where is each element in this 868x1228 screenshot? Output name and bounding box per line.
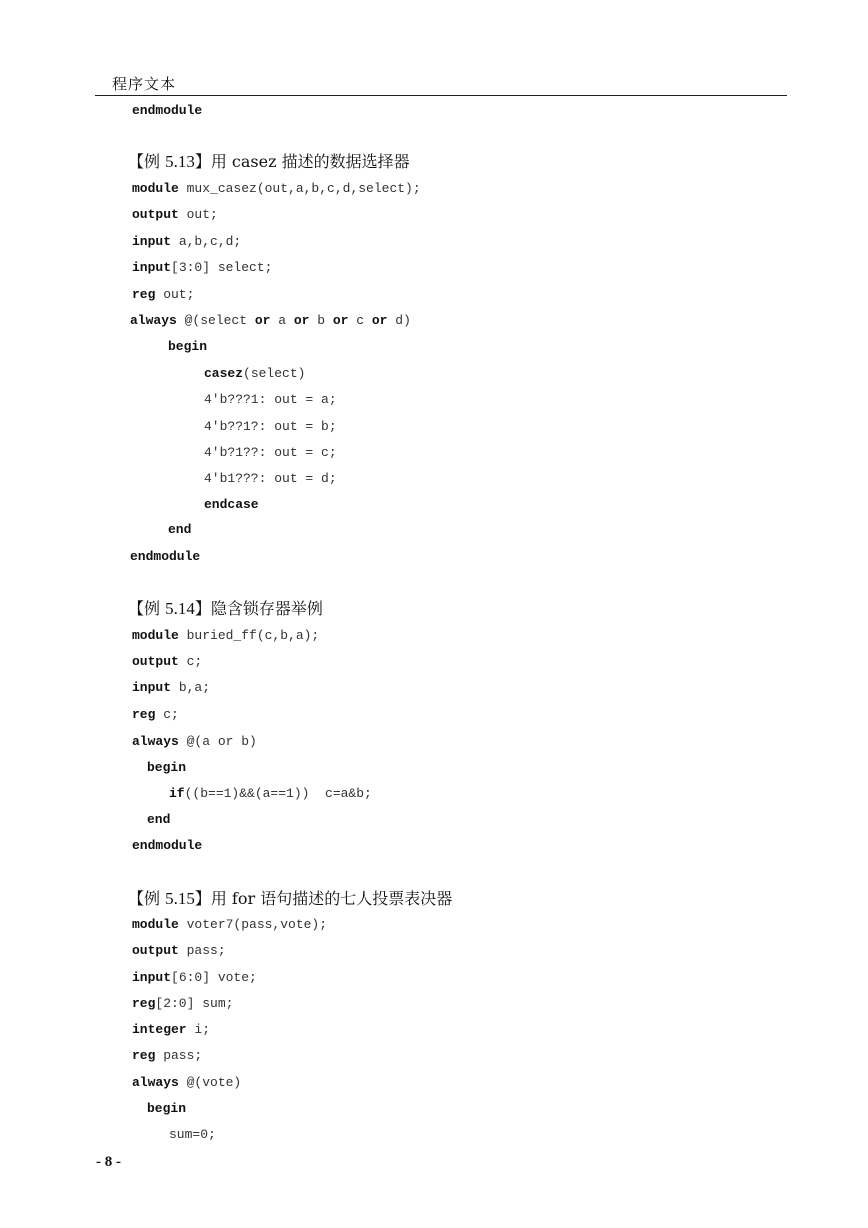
code-line	[169, 1127, 216, 1143]
page-number: - 8 -	[96, 1154, 121, 1170]
code-text: c;	[155, 707, 179, 722]
keyword: reg	[132, 707, 156, 722]
code-text: c;	[178, 654, 203, 669]
keyword: always	[130, 313, 177, 328]
code-line	[204, 471, 337, 487]
heading-text: 】用 for 语句描述的七人投票表决器	[194, 889, 453, 908]
heading-text: 】隐含锁存器举例	[194, 599, 323, 618]
code-line	[132, 654, 202, 670]
code-text: 4'b??1?: out = b;	[204, 419, 337, 434]
code-text: 4'b???1: out = a;	[204, 392, 337, 407]
code-line	[132, 1075, 241, 1091]
code-line	[132, 970, 257, 986]
code-line	[204, 392, 337, 408]
code-line	[132, 287, 194, 303]
keyword: integer	[132, 1022, 187, 1037]
code-line	[132, 996, 233, 1012]
code-line	[132, 1048, 202, 1064]
code-text: d)	[387, 313, 411, 328]
code-line	[132, 260, 272, 276]
code-text: [3:0] select;	[171, 260, 273, 275]
code-text: b,a;	[171, 680, 211, 695]
code-line	[132, 103, 202, 119]
code-line	[132, 680, 210, 696]
keyword: reg	[132, 996, 156, 1011]
code-line	[168, 339, 207, 355]
code-text: [6:0] vote;	[171, 970, 257, 985]
keyword: reg	[132, 1048, 156, 1063]
code-text: a,b,c,d;	[171, 234, 242, 249]
keyword: always	[132, 1075, 179, 1090]
code-line	[132, 734, 257, 750]
keyword: or	[293, 313, 310, 328]
keyword: or	[332, 313, 349, 328]
keyword: end	[147, 812, 171, 827]
header-divider	[95, 95, 787, 96]
code-line	[132, 1022, 210, 1038]
code-line	[132, 234, 241, 250]
code-line	[130, 549, 200, 565]
code-line	[204, 497, 259, 513]
code-text: 4'b1???: out = d;	[204, 471, 337, 486]
code-text: @(a or b)	[178, 734, 257, 749]
code-line	[132, 707, 179, 723]
code-text: b	[309, 313, 333, 328]
keyword: begin	[147, 1101, 187, 1116]
code-line	[132, 628, 319, 644]
keyword: module	[132, 917, 179, 932]
keyword: input	[132, 234, 172, 249]
keyword: begin	[147, 760, 187, 775]
code-line	[130, 313, 411, 329]
keyword: or	[371, 313, 388, 328]
code-line	[147, 1101, 186, 1117]
code-text: [2:0] sum;	[155, 996, 234, 1011]
heading-bracket: 【例	[128, 889, 166, 908]
example-heading-5-14	[128, 599, 323, 619]
keyword: output	[132, 207, 179, 222]
code-line	[147, 760, 186, 776]
keyword: endcase	[204, 497, 259, 512]
code-text: voter7(pass,vote);	[178, 917, 328, 932]
code-text: sum=0;	[169, 1127, 216, 1142]
code-text: 4'b?1??: out = c;	[204, 445, 337, 460]
code-text: out;	[155, 287, 195, 302]
keyword: always	[132, 734, 179, 749]
example-heading-5-13	[128, 152, 410, 172]
keyword: or	[254, 313, 271, 328]
code-text: out;	[178, 207, 218, 222]
page-header-title: 程序文本	[112, 75, 177, 93]
keyword: endmodule	[130, 549, 201, 564]
heading-number: 5.14	[165, 599, 195, 618]
keyword: input	[132, 260, 172, 275]
keyword: output	[132, 943, 179, 958]
heading-text: 】用 casez 描述的数据选择器	[194, 152, 410, 171]
code-text: @(select	[176, 313, 255, 328]
code-line	[132, 917, 327, 933]
code-text: (select)	[243, 366, 306, 381]
keyword: module	[132, 628, 179, 643]
code-line	[132, 207, 218, 223]
keyword: end	[168, 522, 192, 537]
code-text: @(vote)	[178, 1075, 242, 1090]
heading-bracket: 【例	[128, 152, 166, 171]
code-line	[204, 419, 337, 435]
code-line	[132, 838, 202, 854]
code-line	[132, 943, 226, 959]
keyword: reg	[132, 287, 156, 302]
code-line	[132, 181, 421, 197]
code-text: c	[348, 313, 372, 328]
code-text: pass;	[178, 943, 226, 958]
heading-number: 5.15	[165, 889, 195, 908]
keyword: module	[132, 181, 179, 196]
code-text: mux_casez(out,a,b,c,d,select);	[178, 181, 421, 196]
keyword: output	[132, 654, 179, 669]
keyword: if	[169, 786, 185, 801]
code-text: i;	[186, 1022, 211, 1037]
keyword: begin	[168, 339, 208, 354]
heading-number: 5.13	[165, 152, 195, 171]
keyword: input	[132, 680, 172, 695]
code-line	[168, 522, 191, 538]
code-text: pass;	[155, 1048, 203, 1063]
code-line	[204, 445, 337, 461]
heading-bracket: 【例	[128, 599, 166, 618]
keyword: endmodule	[132, 838, 203, 853]
code-line	[147, 812, 170, 828]
code-line	[169, 786, 372, 802]
keyword: endmodule	[132, 103, 203, 118]
code-text: buried_ff(c,b,a);	[178, 628, 320, 643]
example-heading-5-15	[128, 889, 452, 909]
code-line	[204, 366, 305, 382]
code-text: a	[270, 313, 294, 328]
keyword: casez	[204, 366, 244, 381]
code-text: ((b==1)&&(a==1)) c=a&b;	[184, 786, 372, 801]
keyword: input	[132, 970, 172, 985]
